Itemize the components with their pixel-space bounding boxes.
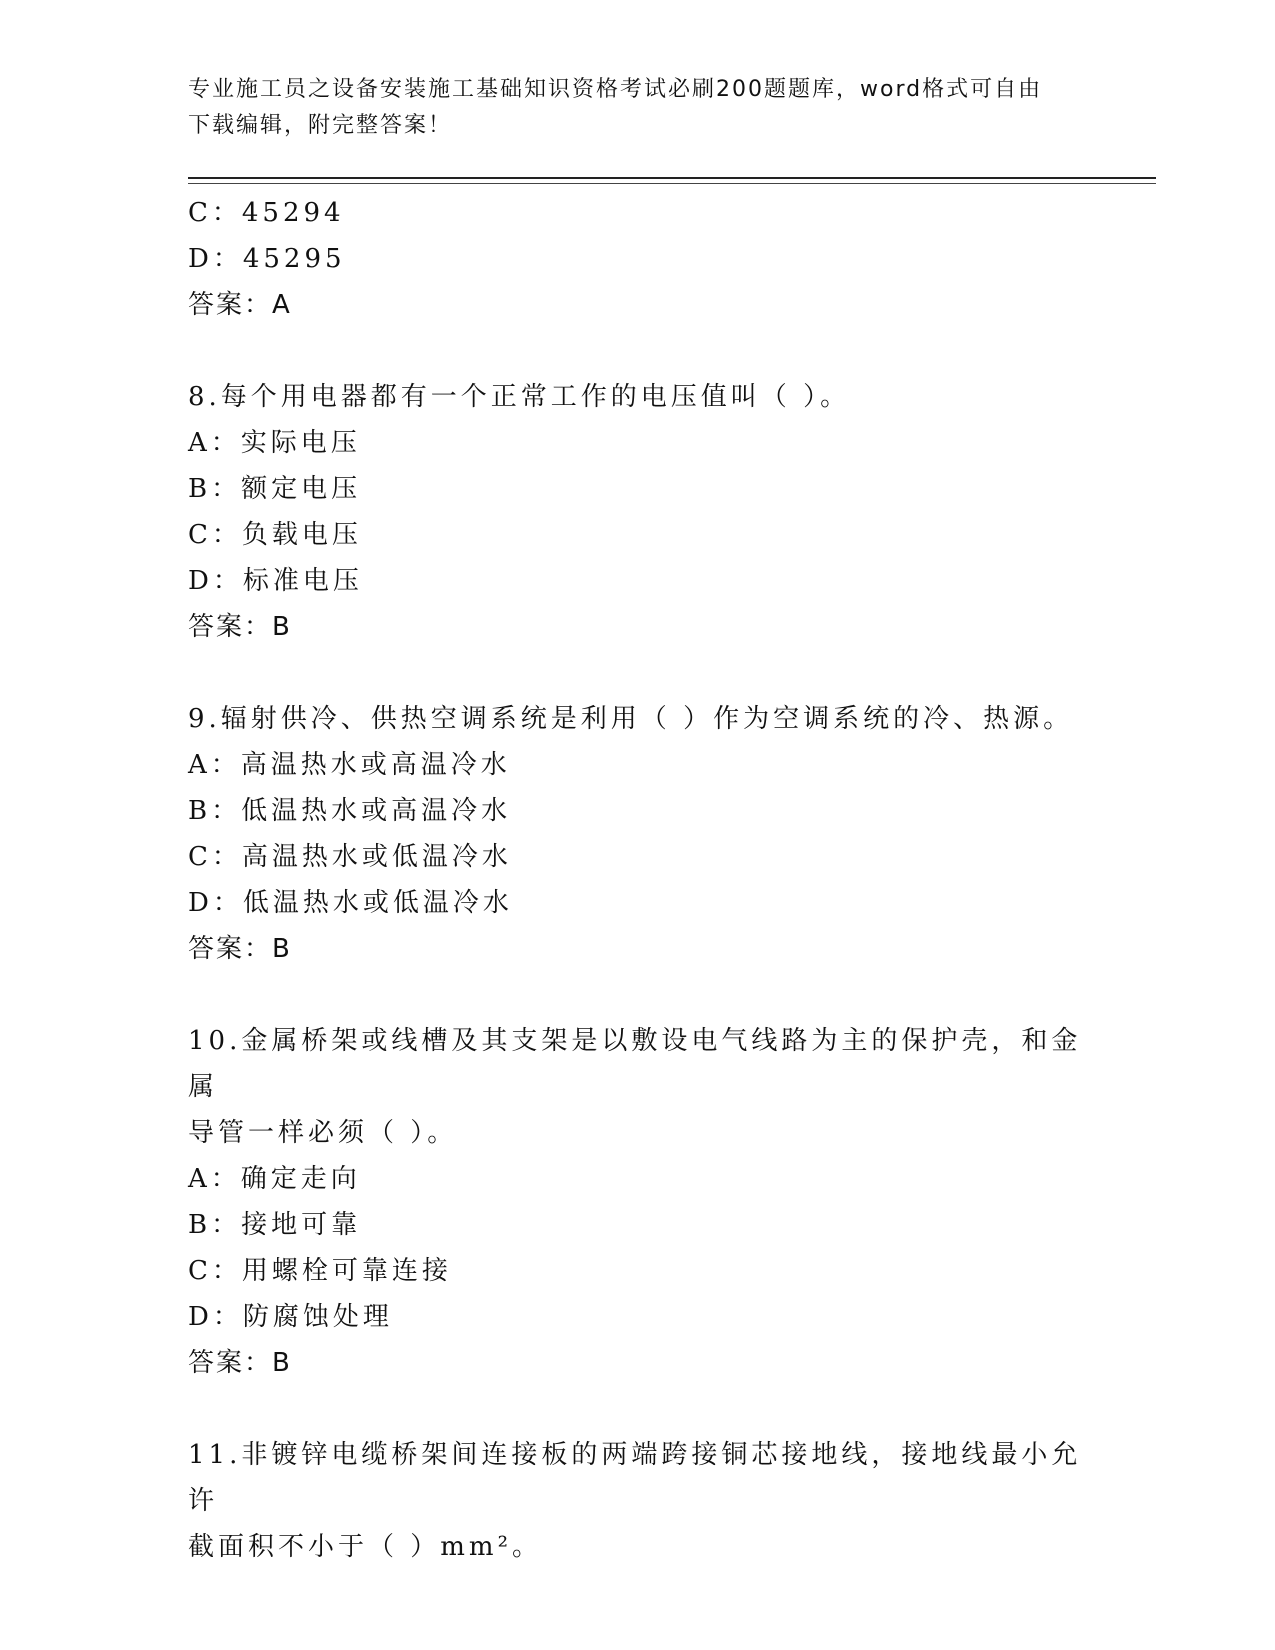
- spacer: [188, 1386, 1088, 1432]
- question-11: [188, 1432, 1088, 1570]
- option-c: C：45294: [188, 198, 345, 228]
- previous-question-tail: [188, 190, 1088, 328]
- spacer: [188, 972, 1088, 1018]
- question-text-line-1: 11.非镀锌电缆桥架间连接板的两端跨接铜芯接地线，接地线最小允许: [188, 1440, 1082, 1516]
- option-a: A：确定走向: [188, 1164, 361, 1194]
- question-10: [188, 1018, 1088, 1386]
- answer: 答案：A: [188, 290, 292, 320]
- option-a: A：高温热水或高温冷水: [188, 750, 511, 780]
- option-d: D：低温热水或低温冷水: [188, 888, 513, 918]
- option-b: B：低温热水或高温冷水: [188, 796, 512, 826]
- question-8: [188, 374, 1088, 650]
- question-text-line-2: 截面积不小于（ ）mm²。: [188, 1532, 542, 1562]
- header-rule-thick: [188, 177, 1156, 179]
- question-text: 9.辐射供冷、供热空调系统是利用（ ）作为空调系统的冷、热源。: [188, 704, 1074, 734]
- option-a: A：实际电压: [188, 428, 361, 458]
- option-d: D：45295: [188, 244, 346, 274]
- header-title-line-1: 专业施工员之设备安装施工基础知识资格考试必刷200题题库，word格式可自由: [188, 77, 1043, 102]
- document-header: [188, 72, 1088, 144]
- answer: 答案：B: [188, 934, 292, 964]
- option-c: C：负载电压: [188, 520, 362, 550]
- question-text: 8.每个用电器都有一个正常工作的电压值叫（ ）。: [188, 382, 851, 412]
- question-list: [188, 190, 1088, 1570]
- spacer: [188, 650, 1088, 696]
- question-text-line-1: 10.金属桥架或线槽及其支架是以敷设电气线路为主的保护壳，和金属: [188, 1026, 1082, 1102]
- option-b: B：接地可靠: [188, 1210, 362, 1240]
- option-d: D：防腐蚀处理: [188, 1302, 393, 1332]
- option-c: C：用螺栓可靠连接: [188, 1256, 452, 1286]
- answer: 答案：B: [188, 1348, 292, 1378]
- option-d: D：标准电压: [188, 566, 363, 596]
- option-b: B：额定电压: [188, 474, 362, 504]
- answer: 答案：B: [188, 612, 292, 642]
- question-9: [188, 696, 1088, 972]
- header-title-line-2: 下载编辑，附完整答案！: [188, 113, 453, 138]
- header-rule-thin: [188, 183, 1156, 184]
- spacer: [188, 328, 1088, 374]
- option-c: C：高温热水或低温冷水: [188, 842, 512, 872]
- question-text-line-2: 导管一样必须（ ）。: [188, 1118, 458, 1148]
